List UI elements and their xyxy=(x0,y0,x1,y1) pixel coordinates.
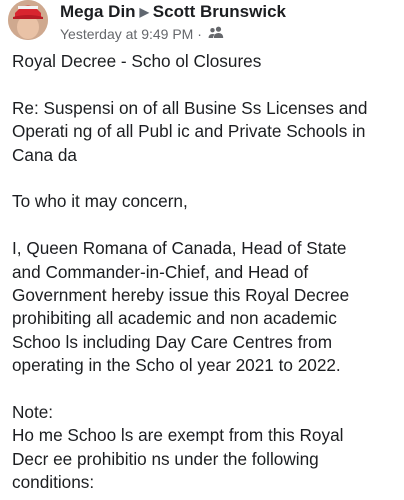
post-meta xyxy=(60,26,224,43)
note-line: Decr ee prohibitio ns under the following xyxy=(12,448,319,469)
note-label: Note: xyxy=(12,402,54,423)
author-name[interactable]: Mega Din xyxy=(60,2,136,21)
decree-line: operating in the Scho ol year 2021 to 2022. xyxy=(12,355,341,376)
arrow-right-icon: ▶ xyxy=(139,5,149,19)
note-line: Ho me Schoo ls are exempt from this Royal xyxy=(12,425,344,446)
meta-separator: · xyxy=(197,26,202,42)
decree-line: prohibiting all academic and non academic xyxy=(12,308,337,329)
post-header xyxy=(0,0,404,50)
note-line: conditions: xyxy=(12,472,95,493)
re-line: Re: Suspensi on of all Busine Ss Licenses and xyxy=(12,97,368,118)
recipient-name[interactable]: Scott Brunswick xyxy=(152,2,286,21)
post-author-line xyxy=(60,2,286,22)
re-line: Operati ng of all Publ ic and Private Schools in xyxy=(12,121,366,142)
salutation: To who it may concern, xyxy=(12,191,188,212)
group-icon xyxy=(208,26,224,42)
decree-line: Government hereby issue this Royal Decree xyxy=(12,285,350,306)
avatar-image xyxy=(8,0,48,40)
decree-line: Schoo ls including Day Care Centres from xyxy=(12,331,333,352)
decree-line: and Commander-in-Chief, and Head of xyxy=(12,261,309,282)
post-timestamp[interactable]: Yesterday at 9:49 PM xyxy=(60,26,194,42)
re-line: Cana da xyxy=(12,144,77,165)
decree-line: I, Queen Romana of Canada, Head of State xyxy=(12,238,347,259)
post-body xyxy=(12,50,402,495)
avatar[interactable] xyxy=(8,0,48,40)
decree-title: Royal Decree - Scho ol Closures xyxy=(12,51,262,71)
